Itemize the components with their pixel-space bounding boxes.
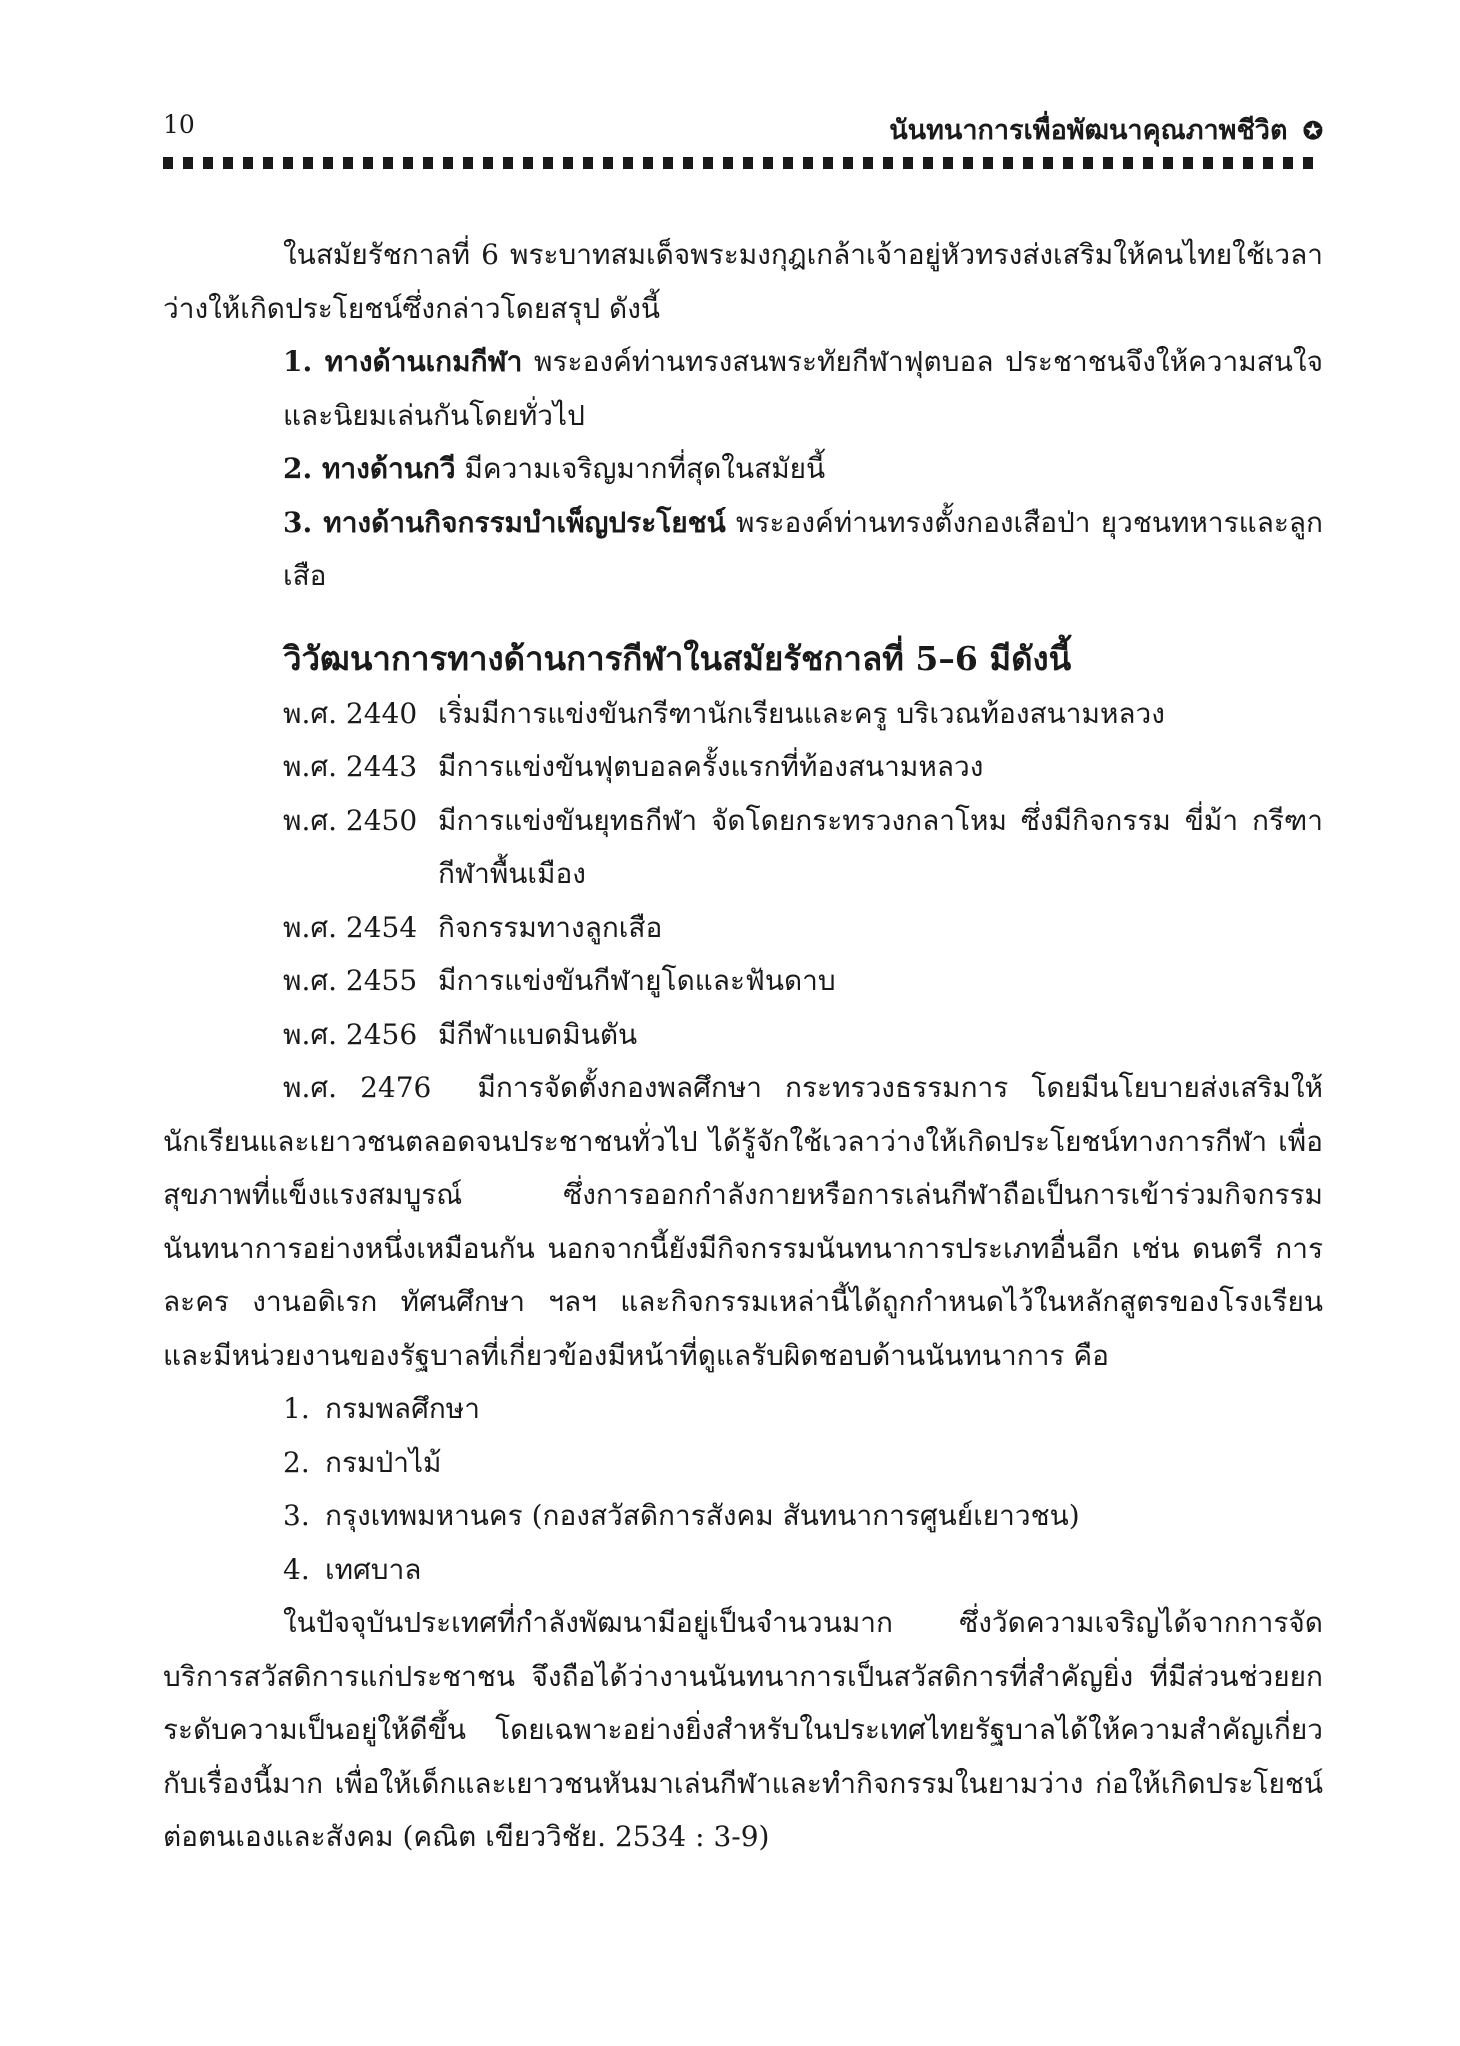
timeline-year: พ.ศ. 2455: [283, 964, 418, 997]
promotion-label: 2. ทางด้านกวี: [283, 452, 456, 485]
page-number: 10: [163, 110, 195, 139]
promotion-item-2: [163, 442, 1323, 496]
timeline-text: มีการแข่งขันยุทธกีฬา จัดโดยกระทรวงกลาโหม ซึ่งมีกิจกรรม ขี่ม้า กรีฑา กีฬาพื้นเมือง: [438, 803, 1323, 890]
page-body: [163, 228, 1323, 1864]
intro-paragraph: ในสมัยรัชกาลที่ 6 พระบาทสมเด็จพระมงกุฎเกล้าเจ้าอยู่หัวทรงส่งเสริมให้คนไทยใช้เวลาว่างให้เกิดประโยชน์ซึ่งกล่าวโดยสรุป ดังนี้: [163, 238, 1323, 325]
promotion-text: มีความเจริญมากที่สุดในสมัยนี้: [464, 452, 826, 485]
list-number: 3.: [283, 1499, 310, 1532]
running-title-text: นันทนาการเพื่อพัฒนาคุณภาพชีวิต: [889, 115, 1288, 146]
list-text: กรมป่าไม้: [325, 1445, 442, 1479]
timeline-text: กิจกรรมทางลูกเสือ: [438, 910, 663, 944]
section-heading: วิวัฒนาการทางด้านการกีฬาในสมัยรัชกาลที่ 5–6 มีดังนี้: [283, 638, 1072, 678]
list-item: [283, 1382, 1323, 1436]
closing-paragraph: [163, 1596, 1323, 1864]
list-item: [283, 1489, 1323, 1543]
timeline-year: พ.ศ. 2456: [283, 1017, 418, 1051]
page-header: [163, 108, 1323, 148]
promotion-label: 3. ทางด้านกิจกรรมบำเพ็ญประโยชน์: [283, 505, 726, 539]
promotion-text: พระองค์ท่านทรงสนพระทัยกีฬาฟุตบอล ประชาชนจึงให้ความสนใจและนิยมเล่นกันโดยทั่วไป: [283, 345, 1323, 432]
timeline-row: [163, 901, 1323, 955]
list-text: กรุงเทพมหานคร (กองสวัสดิการสังคม สันทนาการศูนย์เยาวชน): [325, 1499, 1080, 1532]
agency-list: [163, 1382, 1323, 1596]
list-text: กรมพลศึกษา: [325, 1392, 480, 1425]
timeline-row: [163, 687, 1323, 741]
timeline-year: พ.ศ. 2440: [283, 696, 418, 730]
list-number: 1.: [283, 1392, 310, 1425]
timeline-row: [163, 954, 1323, 1008]
list-text: เทศบาล: [325, 1552, 422, 1586]
timeline-text: มีกีฬาแบดมินตัน: [438, 1017, 638, 1051]
promotion-item-3: [163, 496, 1323, 603]
flower-ornament-icon: ✪: [1302, 116, 1323, 145]
timeline-text: เริ่มมีการแข่งขันกรีฑานักเรียนและครู บริเวณท้องสนามหลวง: [438, 696, 1165, 730]
timeline-year: พ.ศ. 2454: [283, 910, 418, 944]
timeline-year: พ.ศ. 2443: [283, 750, 418, 783]
list-number: 2.: [283, 1445, 310, 1479]
promotion-text: พระองค์ท่านทรงตั้งกองเสือป่า ยุวชนทหารและลูกเสือ: [283, 505, 1324, 592]
promotion-label: 1. ทางด้านเกมกีฬา: [283, 345, 523, 378]
closing-text: ในปัจจุบันประเทศที่กำลังพัฒนามีอยู่เป็นจำนวนมาก ซึ่งวัดความเจริญได้จากการจัดบริการสวัสดิการแก่ประชาชน จึงถือได้ว่างานนันทนาการเป็นสวัสดิการที่สำคัญยิ่ง ที่มีส่วนช่วยยกระดับความเป็นอยู่ให้ดีขึ้น โดยเฉพาะอย่างยิ่งสำหรับในประเทศไทยรัฐบาลได้ให้ความสำคัญเกี่ยวกับเรื่องนี้มาก เพื่อให้เด็กและเยาวชนหันมาเล่นกีฬาและทำกิจกรรมในยามว่าง ก่อให้เกิดประโยชน์ต่อตนเองและสังคม: [163, 1606, 1323, 1853]
timeline-row: [163, 794, 1323, 901]
citation: (คณิต เขียววิชัย. 2534 : 3-9): [402, 1820, 770, 1853]
timeline-text: มีการแข่งขันกีฬายูโดและฟันดาบ: [438, 964, 836, 997]
list-item: [283, 1543, 1323, 1597]
year-2476-paragraph: [163, 1061, 1323, 1382]
timeline-row: [163, 1008, 1323, 1062]
promotion-item-1: [163, 335, 1323, 442]
timeline-year: พ.ศ. 2450: [283, 803, 418, 837]
list-number: 4.: [283, 1552, 310, 1586]
timeline-text: มีการแข่งขันฟุตบอลครั้งแรกที่ท้องสนามหลวง: [438, 750, 984, 783]
running-title: [889, 108, 1323, 151]
timeline-year: พ.ศ. 2476: [283, 1071, 432, 1104]
year-2476-text: มีการจัดตั้งกองพลศึกษา กระทรวงธรรมการ โดยมีนโยบายส่งเสริมให้นักเรียนและเยาวชนตลอดจนประชาชนทั่วไป ได้รู้จักใช้เวลาว่างให้เกิดประโยชน์ทางการกีฬา เพื่อสุขภาพที่แข็งแรงสมบูรณ์ ซึ่งการออกกำลังกายหรือการเล่นกีฬาถือเป็นการเข้าร่วมกิจกรรมนันทนาการอย่างหนึ่งเหมือนกัน นอกจากนี้ยังมีกิจกรรมนันทนาการประเภทอื่นอีก เช่น ดนตรี การละคร งานอดิเรก ทัศนศึกษา ฯลฯ และกิจกรรมเหล่านี้ได้ถูกกำหนดไว้ในหลักสูตรของโรงเรียน และมีหน่วยงานของรัฐบาลที่เกี่ยวข้องมีหน้าที่ดูแลรับผิดชอบด้านนันทนาการ คือ: [163, 1071, 1323, 1372]
list-item: [283, 1436, 1323, 1490]
dotted-header-rule: [163, 157, 1323, 169]
timeline-row: [163, 740, 1323, 794]
